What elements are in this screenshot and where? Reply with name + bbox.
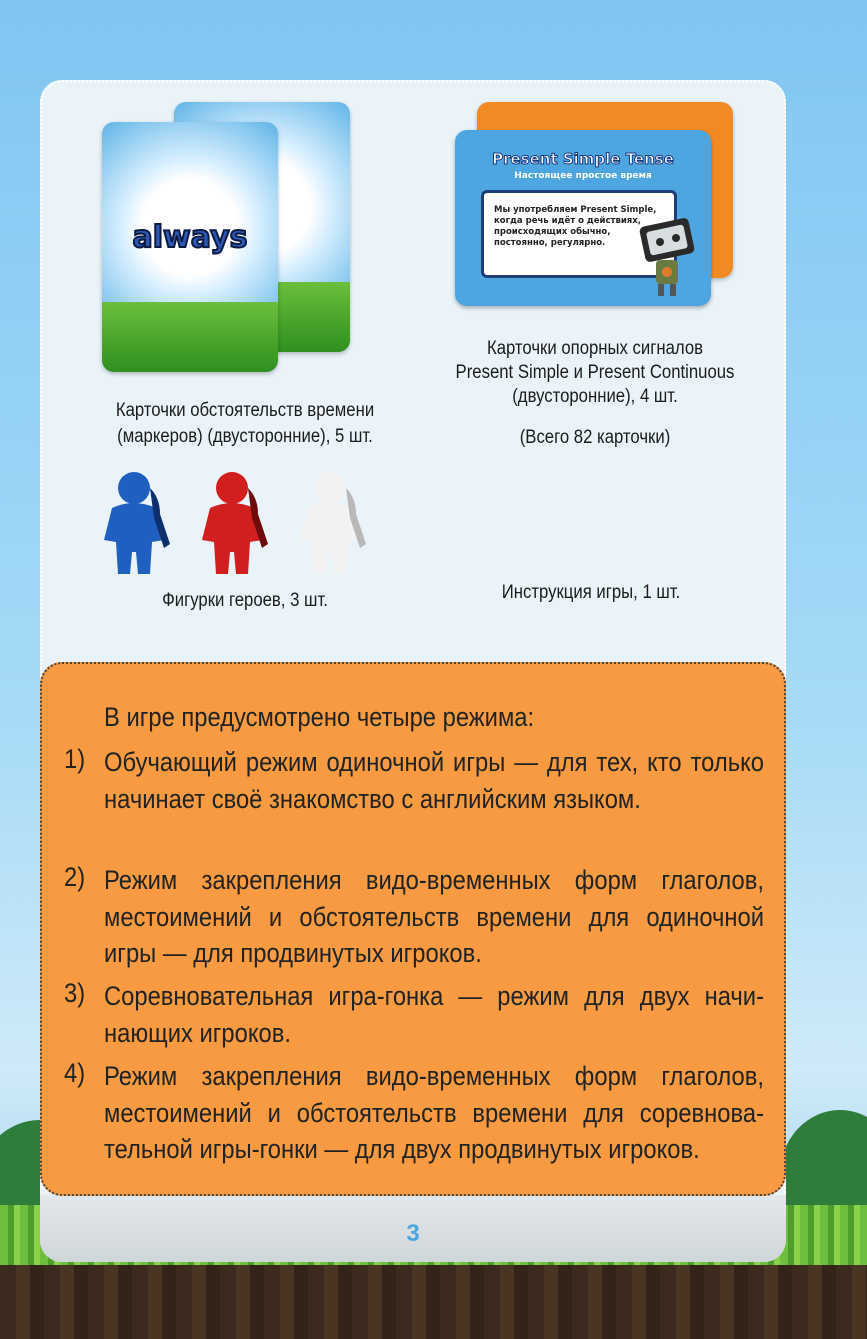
card-word: always	[132, 220, 248, 255]
card-grass	[102, 302, 278, 372]
mode-text: Обучающий режим одиночной игры — для тех, кто только начинает своё знакомство с английским языком.	[104, 747, 764, 814]
instruction-caption: Инструкция игры, 1 шт.	[501, 582, 681, 603]
page-number: 3	[406, 1220, 420, 1247]
reference-card-text: Мы употребляем Present Simple, когда речь идёт о действиях, происходящих обычно, постоянно, регулярно.	[481, 190, 677, 278]
reference-cards-caption-line2: Present Simple и Present Continuous	[455, 362, 735, 383]
mode-number: 4)	[64, 1058, 86, 1088]
time-cards-caption-line2: (маркеров) (двусторонние), 5 шт.	[117, 426, 373, 447]
reference-cards-caption-line1: Карточки опорных сигналов	[486, 338, 704, 359]
background-soil	[0, 1265, 867, 1339]
modes-intro: В игре предусмотрено четыре режима:	[104, 702, 535, 732]
mode-number: 2)	[64, 862, 86, 892]
mode-text: Соревновательная игра-гонка — режим для двух начи-нающих игроков.	[104, 981, 764, 1048]
reference-card-subtitle: Настоящее простое время	[514, 171, 652, 181]
figure-white-icon	[290, 468, 376, 578]
time-card-front	[102, 122, 278, 372]
mode-number: 1)	[64, 744, 86, 774]
mode-text: Режим закрепления видо-временных форм глаголов, местоимений и обстоятельств времени для одиночной игры — для продвинутых игроков.	[104, 865, 764, 968]
figure-red-icon	[192, 468, 278, 578]
figure-blue-icon	[94, 468, 180, 578]
cards-total: (Всего 82 карточки)	[519, 427, 671, 448]
figures-caption: Фигурки героев, 3 шт.	[162, 590, 328, 611]
mode-number: 3)	[64, 978, 86, 1008]
reference-card-title: Present Simple Tense	[492, 150, 674, 168]
reference-cards-caption-line3: (двусторонние), 4 шт.	[512, 386, 678, 407]
mode-text: Режим закрепления видо-временных форм глаголов, местоимений и обстоятельств времени для соревнова-тельной игры-гонки — для двух продвинутых игроков.	[104, 1061, 764, 1164]
time-cards-caption-line1: Карточки обстоятельств времени	[115, 400, 375, 421]
robot-icon	[636, 218, 698, 298]
